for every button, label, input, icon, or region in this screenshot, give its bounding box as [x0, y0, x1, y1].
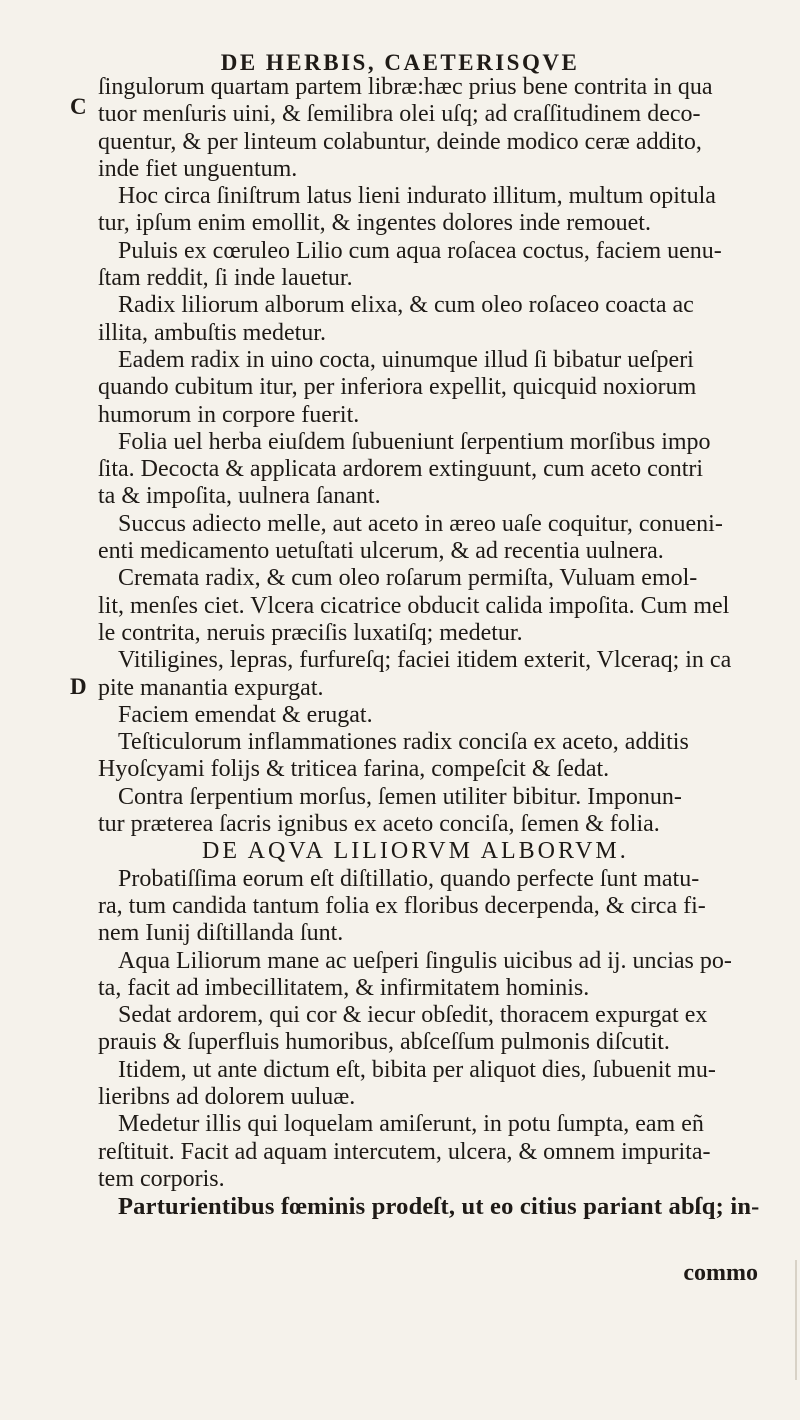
text-line: ſtam reddit, ſi inde lauetur.: [98, 265, 353, 292]
text-line: enti medicamento uetuſtati ulcerum, & ad recentia uulnera.: [98, 538, 664, 565]
text-line: le contrita, neruis præciſis luxatiſq; medetur.: [98, 619, 523, 646]
text-line: quentur, & per linteum colabuntur, deinde modico ceræ addito,: [98, 128, 702, 155]
text-line: Probatiſſima eorum eſt diſtillatio, quando perfecte ſunt matu-: [118, 865, 700, 892]
text-line: Teſticulorum inflammationes radix conciſa ex aceto, additis: [118, 729, 689, 756]
text-line: Contra ſerpentium morſus, ſemen utiliter bibitur. Imponun-: [118, 783, 682, 810]
text-line: tem corporis.: [98, 1165, 225, 1192]
text-line: Parturientibus fœminis prodeſt, ut eo citius pariant abſq; in-: [118, 1193, 760, 1221]
margin-letter-d: D: [70, 674, 87, 699]
text-line: Puluis ex cœruleo Lilio cum aqua roſacea coctus, faciem uenu-: [118, 237, 722, 264]
body-text: [98, 74, 788, 1220]
text-line: prauis & ſuperfluis humoribus, abſceſſum pulmonis diſcutit.: [98, 1029, 670, 1056]
section-heading: DE AQVA LILIORVM ALBORVM.: [202, 838, 629, 865]
text-line: Vitiligines, lepras, furfureſq; faciei itidem exterit, Vlceraq; in ca: [118, 647, 732, 674]
text-line: pite manantia expurgat.: [98, 674, 324, 701]
text-line: lit, menſes ciet. Vlcera cicatrice obducit calida impoſita. Cum mel: [98, 592, 730, 619]
text-line: inde fiet unguentum.: [98, 155, 298, 182]
text-line: illita, ambuſtis medetur.: [98, 319, 326, 346]
text-line: humorum in corpore fuerit.: [98, 401, 360, 428]
text-line: Itidem, ut ante dictum eſt, bibita per aliquot dies, ſubuenit mu-: [118, 1056, 716, 1083]
text-line: Hyoſcyami folijs & triticea farina, compeſcit & ſedat.: [98, 756, 610, 783]
text-line: quando cubitum itur, per inferiora expellit, quicquid noxiorum: [98, 374, 697, 401]
text-line: ta, facit ad imbecillitatem, & infirmitatem hominis.: [98, 974, 590, 1001]
text-line: Sedat ardorem, qui cor & iecur obſedit, thoracem expurgat ex: [118, 1002, 708, 1029]
text-line: tur, ipſum enim emollit, & ingentes dolores inde remouet.: [98, 210, 651, 237]
text-line: Hoc circa ſiniſtrum latus lieni indurato illitum, multum opitula: [118, 183, 716, 210]
text-line: ta & impoſita, uulnera ſanant.: [98, 483, 381, 510]
text-line: Eadem radix in uino cocta, uinumque illud ſi bibatur ueſperi: [118, 346, 694, 373]
text-line: Succus adiecto melle, aut aceto in æreo uaſe coquitur, conueni-: [118, 510, 723, 537]
text-line: nem Iunij diſtillanda ſunt.: [98, 920, 344, 947]
text-line: Cremata radix, & cum oleo roſarum permiſta, Vuluam emol-: [118, 565, 698, 592]
text-line: reſtituit. Facit ad aquam intercutem, ulcera, & omnem impurita-: [98, 1138, 711, 1165]
running-head: DE HERBIS, CAETERISQVE: [220, 50, 580, 75]
text-line: Faciem emendat & erugat.: [118, 701, 373, 728]
text-line: Radix liliorum alborum elixa, & cum oleo roſaceo coacta ac: [118, 292, 694, 319]
text-line: Aqua Liliorum mane ac ueſperi ſingulis uicibus ad ij. uncias po-: [118, 947, 732, 974]
catchword: commo: [683, 1260, 758, 1286]
text-line: lieribns ad dolorem uuluæ.: [98, 1083, 356, 1110]
text-line: ra, tum candida tantum folia ex floribus decerpenda, & circa fi-: [98, 892, 706, 919]
text-line: tuor menſuris uini, & ſemilibra olei uſq; ad craſſitudinem deco-: [98, 101, 701, 128]
text-line: ſita. Decocta & applicata ardorem extinguunt, cum aceto contri: [98, 456, 704, 483]
text-line: tur prӕterea ſacris ignibus ex aceto conciſa, ſemen & folia.: [98, 811, 660, 838]
text-line: Folia uel herba eiuſdem ſubueniunt ſerpentium morſibus impo: [118, 428, 711, 455]
text-line: ſingulorum quartam partem libræ:hæc prius bene contrita in qua: [98, 74, 713, 100]
text-line: Medetur illis qui loquelam amiſerunt, in potu ſumpta, eam eñ: [118, 1111, 704, 1138]
margin-letter-c: C: [70, 94, 87, 119]
page-edge-shadow: [795, 1260, 797, 1380]
